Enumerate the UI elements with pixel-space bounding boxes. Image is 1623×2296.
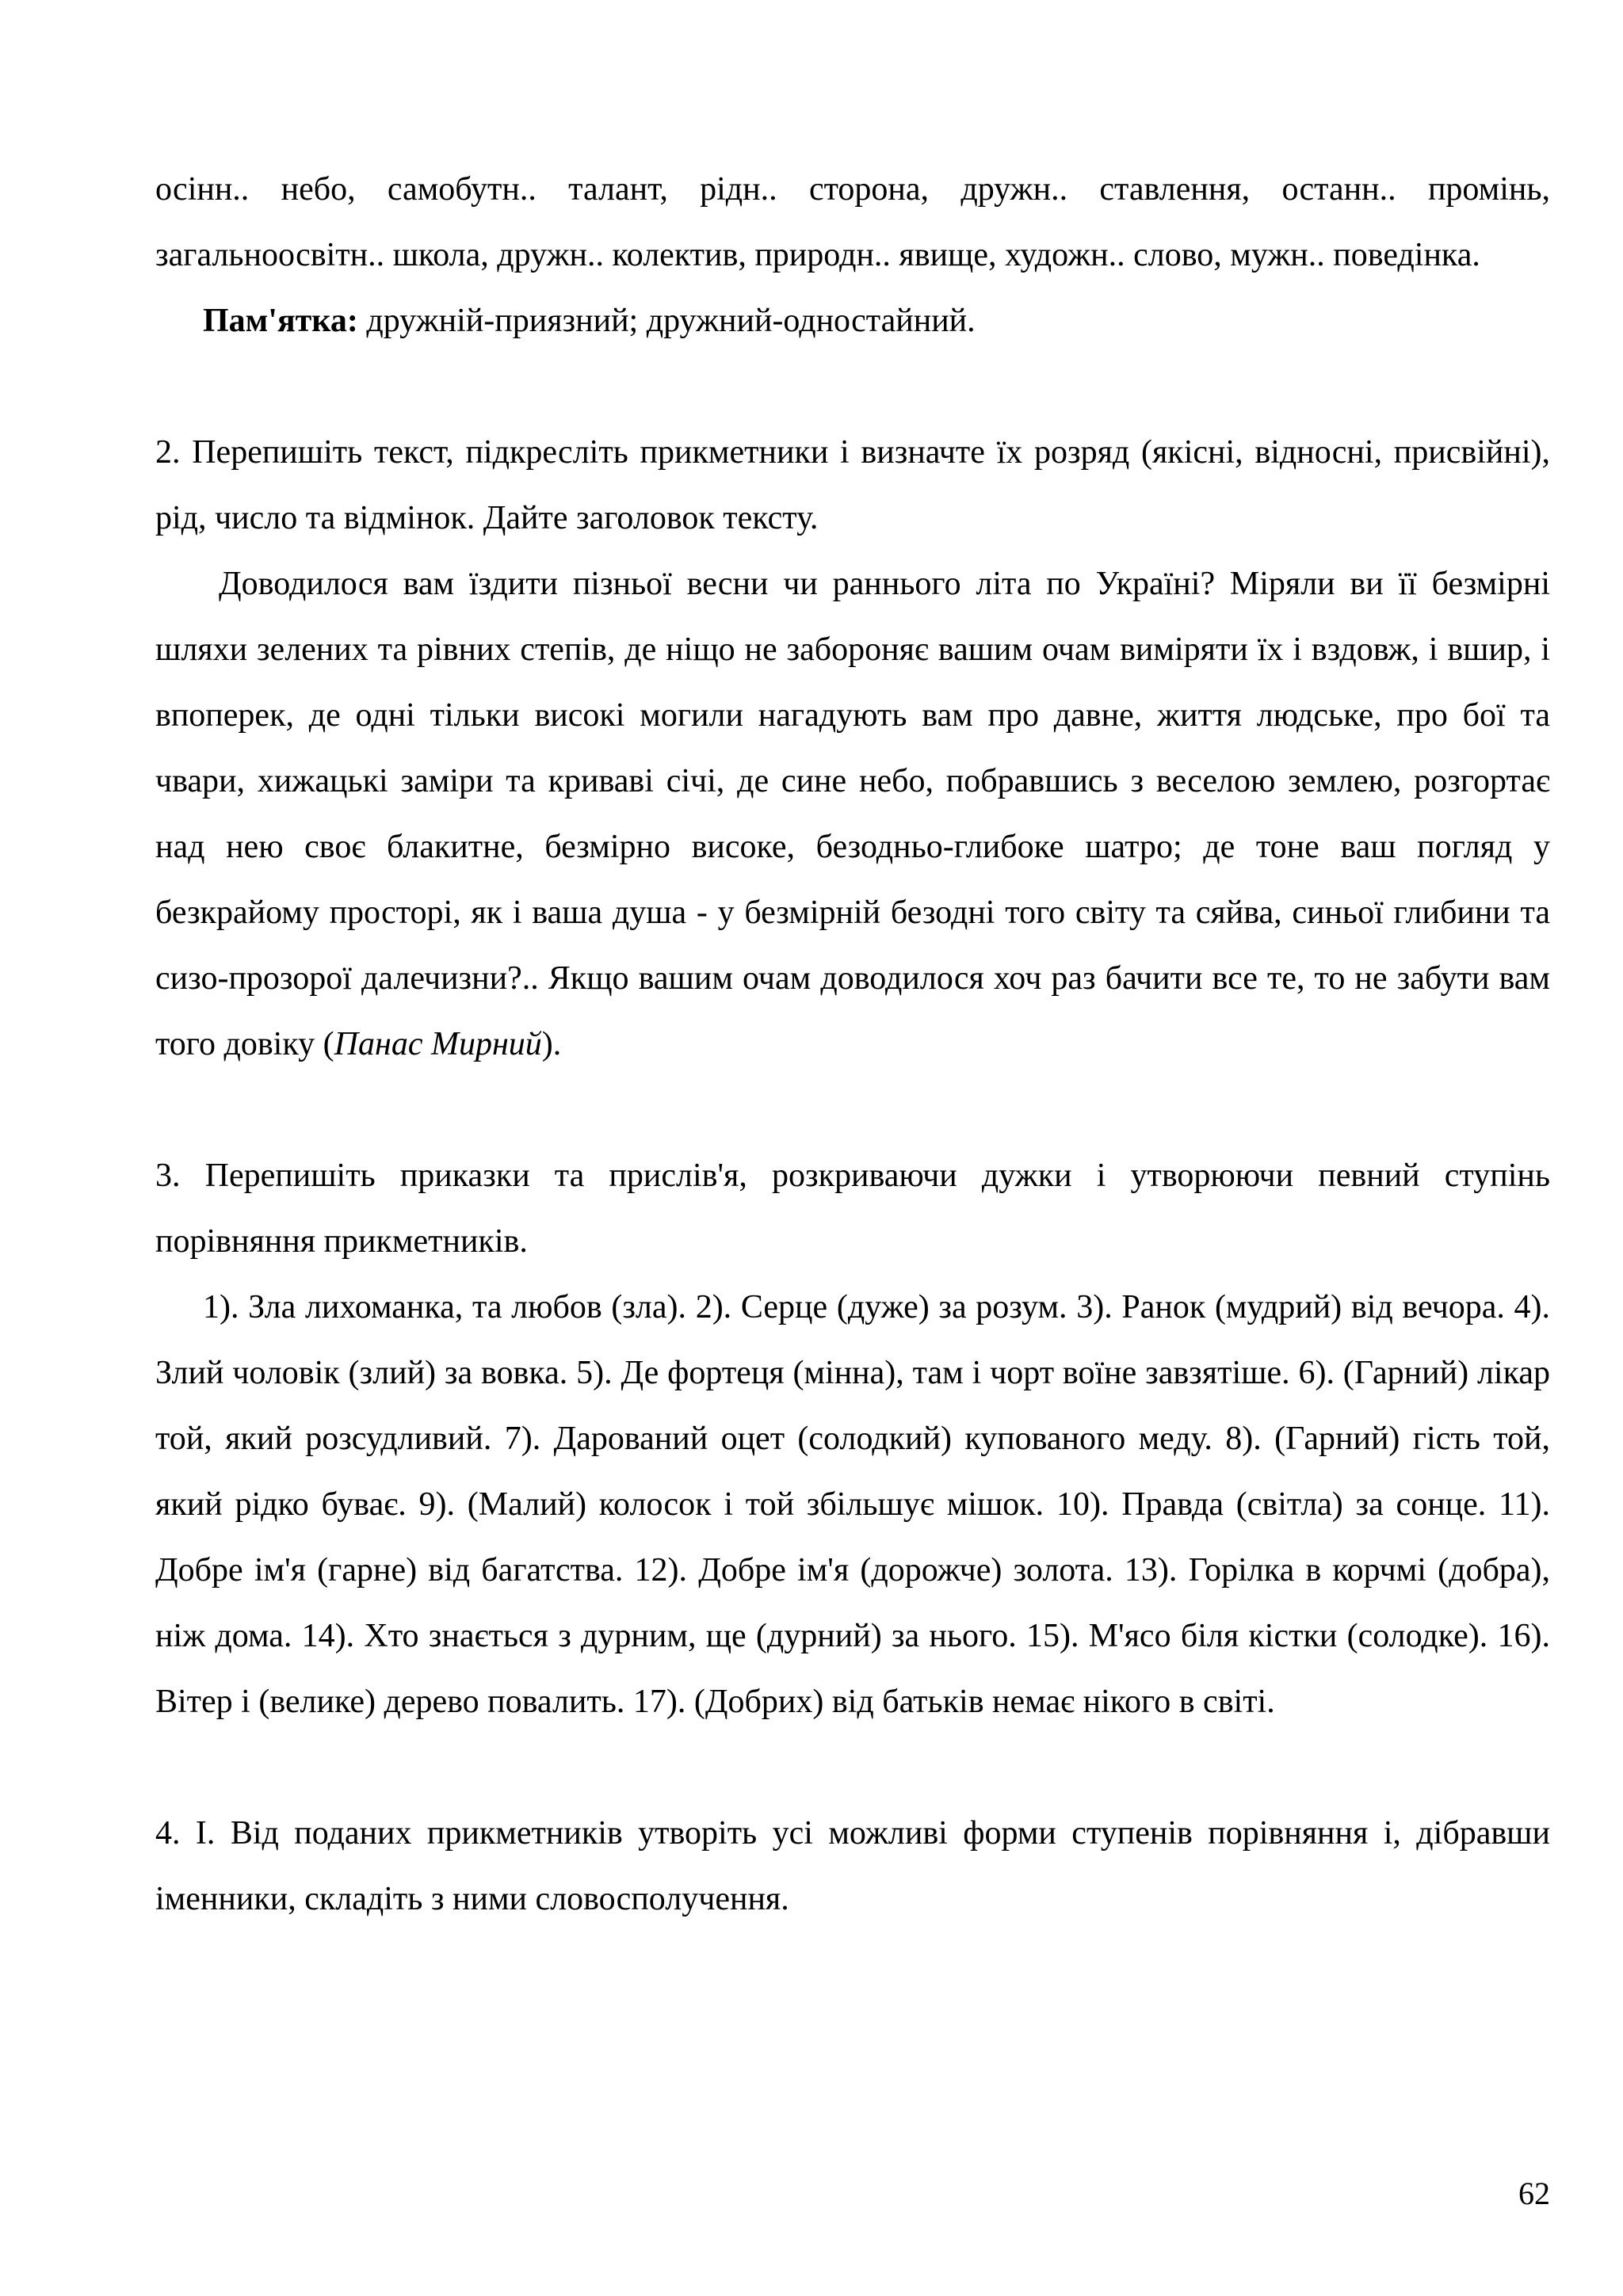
spacer [155,1077,1550,1143]
memo-text: дружній-приязний; дружний-одностайний. [357,303,976,339]
word-list-paragraph: осінн.. небо, самобутн.. талант, рідн.. сторона, дружн.. ставлення, останн.. промінь, загальноосвітн.. школа, дружн.. колектив, природн.. явище, художн.. слово, мужн.. поведінка. [155,171,1550,273]
task-2-closing: ). [541,1026,562,1062]
spacer [155,354,1550,420]
task-4-instruction: 4. І. Від поданих прикметників утворіть усі можливі форми ступенів порівняння і, дібравши іменники, складіть з ними словосполучення. [155,1815,1550,1917]
task-2-body: Доводилося вам їздити пізньої весни чи раннього літа по Україні? Міряли ви її безмірні шляхи зелених та рівних степів, де ніщо не забороняє вашим очам виміряти їх і вздовж, і вшир, і впоперек, де одні тільки високі могили нагадують вам про давне, життя людське, про бої та чвари, хижацькі заміри та криваві січі, де сине небо, побравшись з веселою землею, розгортає над нею своє блакитне, безмірно високе, безодньо-глибоке шатро; де тоне ваш погляд у безкрайому просторі, як і ваша душа - у безмірній безодні того світу та сяйва, синьої глибини та сизо-прозорої далечизни?.. Якщо вашим очам доводилося хоч раз бачити все те, то не забути вам того довіку ( [155,566,1550,1062]
memo-label: Пам'ятка: [203,303,358,339]
page-number: 62 [1518,2176,1550,2211]
memo-paragraph [155,288,1550,354]
spacer [155,1735,1550,1801]
task-2-author: Панас Мирний [334,1026,542,1062]
task-3-proverbs: 1). Зла лихоманка, та любов (зла). 2). Серце (дуже) за розум. 3). Ранок (мудрий) від вечора. 4). Злий чоловік (злий) за вовка. 5). Де фортеця (мінна), там і чорт воїне завзятіше. 6). (Гарний) лікар той, який розсудливий. 7). Дарований оцет (солодкий) купованого меду. 8). (Гарний) гість той, який рідко буває. 9). (Малий) колосок і той збільшує мішок. 10). Правда (світла) за сонце. 11). Добре ім'я (гарне) від багатства. 12). Добре ім'я (дорожче) золота. 13). Горілка в корчмі (добра), ніж дома. 14). Хто знається з дурним, ще (дурний) за нього. 15). М'ясо біля кістки (солодке). 16). Вітер і (велике) дерево повалить. 17). (Добрих) від батьків немає нікого в світі. [155,1289,1550,1720]
task-2-instruction: 2. Перепишіть текст, підкресліть прикметники і визначте їх розряд (якісні, відносні, присвійні), рід, число та відмінок. Дайте заголовок тексту. [155,434,1550,536]
task-2-text [155,551,1550,1077]
task-3-instruction: 3. Перепишіть приказки та прислів'я, розкриваючи дужки і утворюючи певний ступінь порівняння прикметників. [155,1158,1550,1260]
document-page [155,157,1550,1932]
